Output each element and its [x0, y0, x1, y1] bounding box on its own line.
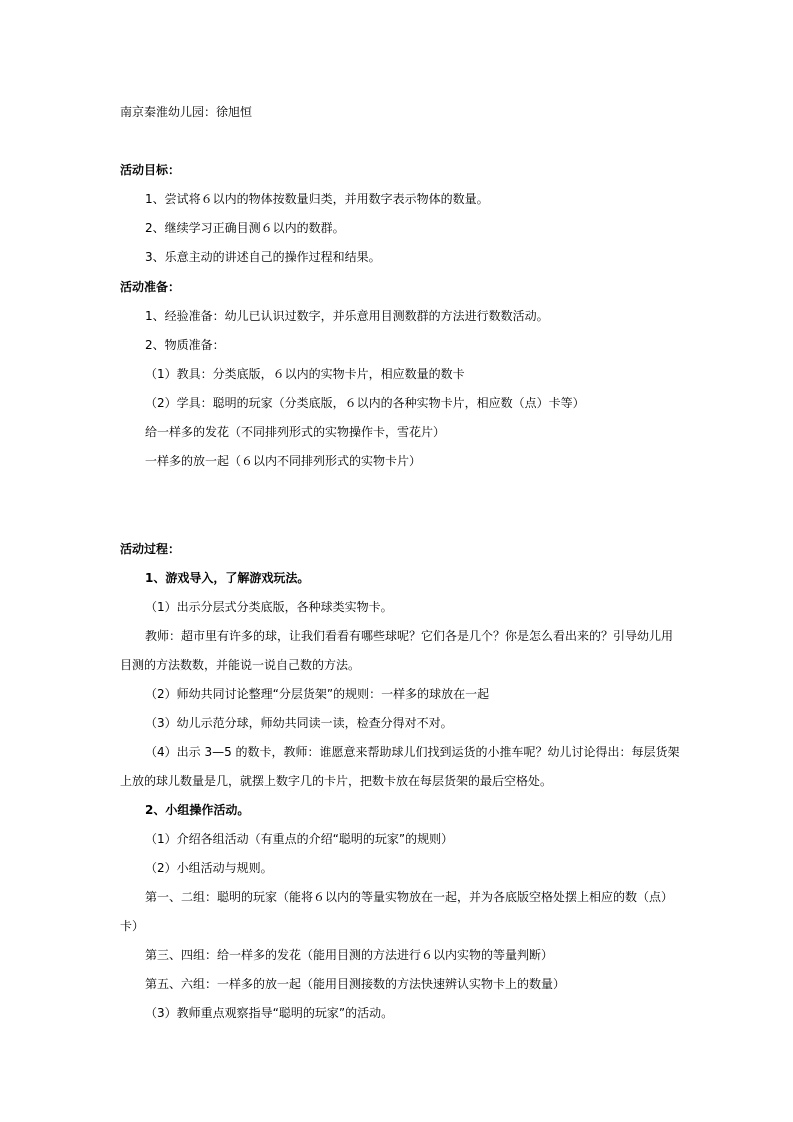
process-heading: 活动过程： [120, 542, 181, 556]
section2-title: 2、小组操作活动。 [145, 803, 250, 817]
goal-item: 2、继续学习正确目测６以内的数群。 [145, 221, 345, 235]
section2-line: （3）教师重点观察指导“聪明的玩家”的活动。 [145, 1006, 394, 1020]
prep-item: （1）教具：分类底版，６以内的实物卡片，相应数量的数卡 [145, 367, 465, 381]
author-line: 南京秦淮幼儿园：徐旭恒 [120, 105, 253, 119]
goal-item: 3、乐意主动的讲述自己的操作过程和结果。 [145, 250, 381, 264]
section2-line: 第五、六组：一样多的放一起（能用目测接数的方法快速辨认实物卡上的数量） [145, 977, 566, 991]
goal-item: 1、尝试将６以内的物体按数量归类，并用数字表示物体的数量。 [145, 192, 489, 206]
section1-line: 教师：超市里有许多的球，让我们看看有哪些球呢？它们各是几个？你是怎么看出来的？引导幼儿用 [145, 629, 674, 643]
prep-item: 给一样多的发花（不同排列形式的实物操作卡，雪花片） [145, 425, 446, 439]
section1-line: （1）出示分层式分类底版，各种球类实物卡。 [145, 600, 393, 614]
section1-line: （4）出示 3—5 的数卡，教师：谁愿意来帮助球儿们找到运货的小推车呢？幼儿讨论得出：每层货架 [145, 745, 680, 759]
prep-heading: 活动准备： [120, 280, 181, 294]
section1-line: 目测的方法数数，并能说一说自己数的方法。 [120, 658, 361, 672]
section2-line: 卡） [120, 919, 145, 933]
prep-item: 2、物质准备： [145, 338, 225, 352]
section1-line: 上放的球儿数量是几，就摆上数字几的卡片，把数卡放在每层货架的最后空格处。 [120, 774, 553, 788]
prep-item: 1、经验准备：幼儿已认识过数字，并乐意用目测数群的方法进行数数活动。 [145, 309, 549, 323]
section1-line: （2）师幼共同讨论整理“分层货架”的规则：一样多的球放在一起 [145, 687, 490, 701]
section1-title: 1、游戏导入，了解游戏玩法。 [145, 571, 310, 585]
goals-heading: 活动目标： [120, 163, 181, 177]
section2-line: 第三、四组：给一样多的发花（能用目测的方法进行６以内实物的等量判断） [145, 948, 554, 962]
section1-line: （3）幼儿示范分球，师幼共同读一读，检查分得对不对。 [145, 716, 453, 730]
prep-item: 一样多的放一起（６以内不同排列形式的实物卡片） [145, 454, 422, 468]
section2-line: （1）介绍各组活动（有重点的介绍“聪明的玩家”的规则） [145, 832, 454, 846]
prep-item: （2）学具：聪明的玩家（分类底版，６以内的各种实物卡片，相应数（点）卡等） [145, 396, 585, 410]
section2-line: 第一、二组：聪明的玩家（能将６以内的等量实物放在一起，并为各底版空格处摆上相应的数（点） [145, 890, 674, 904]
section2-line: （2）小组活动与规则。 [145, 861, 273, 875]
